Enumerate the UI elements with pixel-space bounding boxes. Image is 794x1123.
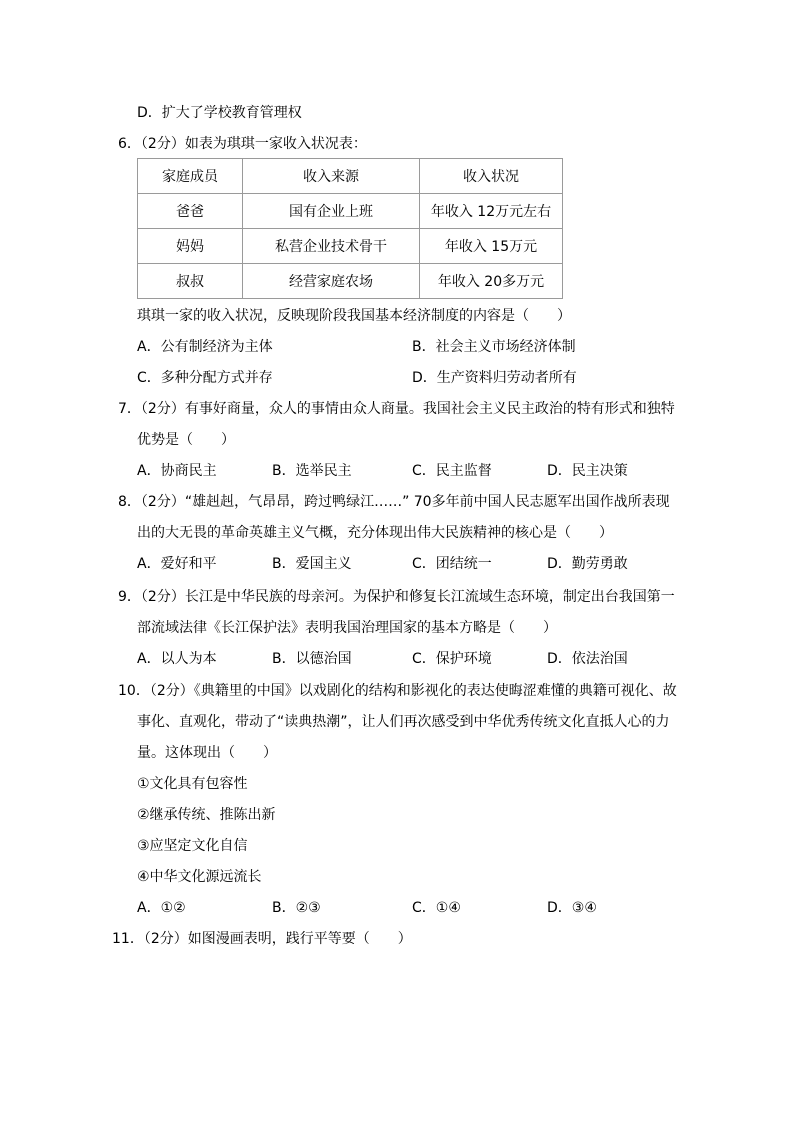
q10-statement-1: ①文化具有包容性	[137, 776, 248, 792]
q8-option-d: D．勤劳勇敢	[547, 556, 628, 572]
q5-option-d: D．扩大了学校教育管理权	[137, 105, 302, 121]
q10-stem-line1: 10．（2分）《典籍里的中国》以戏剧化的结构和影视化的表达使晦涩难懂的典籍可视化、故	[118, 683, 677, 699]
q6-option-d: D．生产资料归劳动者所有	[412, 370, 577, 386]
q8-option-b: B．爱国主义	[272, 556, 352, 572]
table-cell: 妈妈	[138, 229, 243, 264]
table-row	[138, 194, 563, 229]
q10-statement-3: ③应坚定文化自信	[137, 838, 248, 854]
table-header-cell: 收入来源	[243, 159, 420, 194]
q10-option-d: D．③④	[547, 900, 597, 916]
table-row	[138, 229, 563, 264]
q8-stem-line2: 出的大无畏的革命英雄主义气概，充分体现出伟大民族精神的核心是（ ）	[137, 525, 613, 541]
q7-stem-line2: 优势是（ ）	[137, 432, 235, 448]
table-cell: 私营企业技术骨干	[243, 229, 420, 264]
table-cell: 爸爸	[138, 194, 243, 229]
q7-option-d: D．民主决策	[547, 463, 628, 479]
q9-option-d: D．依法治国	[547, 651, 628, 667]
table-row	[138, 264, 563, 299]
q7-option-a: A．协商民主	[137, 463, 217, 479]
q7-stem-line1: 7．（2分）有事好商量，众人的事情由众人商量。我国社会主义民主政治的特有形式和独特	[118, 401, 675, 417]
q9-stem-line2: 部流域法律《长江保护法》表明我国治理国家的基本方略是（ ）	[137, 620, 557, 636]
q6-stem: 6．（2分）如表为琪琪一家收入状况表：	[118, 136, 367, 152]
q8-option-a: A．爱好和平	[137, 556, 217, 572]
table-cell: 年收入 12万元左右	[420, 194, 563, 229]
table-header-cell: 家庭成员	[138, 159, 243, 194]
q8-option-c: C．团结统一	[412, 556, 492, 572]
table-cell: 叔叔	[138, 264, 243, 299]
q6-option-a: A．公有制经济为主体	[137, 339, 273, 355]
q10-statement-4: ④中华文化源远流长	[137, 869, 262, 885]
q10-statement-2: ②继承传统、推陈出新	[137, 807, 276, 823]
q7-option-b: B．选举民主	[272, 463, 352, 479]
q6-question: 琪琪一家的收入状况，反映现阶段我国基本经济制度的内容是（ ）	[137, 308, 571, 324]
income-table	[137, 158, 563, 299]
table-header-row	[138, 159, 563, 194]
q11-stem: 11．（2分）如图漫画表明，践行平等要（ ）	[112, 931, 412, 947]
table-cell: 年收入 20多万元	[420, 264, 563, 299]
q6-option-c: C．多种分配方式并存	[137, 370, 273, 386]
q10-stem-line3: 量。这体现出（ ）	[137, 745, 277, 761]
q7-option-c: C．民主监督	[412, 463, 492, 479]
table-cell: 国有企业上班	[243, 194, 420, 229]
q9-option-a: A．以人为本	[137, 651, 217, 667]
q10-stem-line2: 事化、直观化，带动了“读典热潮”，让人们再次感受到中华优秀传统文化直抵人心的力	[137, 714, 670, 730]
q6-option-b: B．社会主义市场经济体制	[412, 339, 576, 355]
q10-option-c: C．①④	[412, 900, 461, 916]
q9-option-c: C．保护环境	[412, 651, 492, 667]
q10-option-b: B．②③	[272, 900, 321, 916]
table-cell: 年收入 15万元	[420, 229, 563, 264]
q9-option-b: B．以德治国	[272, 651, 352, 667]
q9-stem-line1: 9．（2分）长江是中华民族的母亲河。为保护和修复长江流域生态环境，制定出台我国第一	[118, 589, 675, 605]
q10-option-a: A．①②	[137, 900, 186, 916]
table-header-cell: 收入状况	[420, 159, 563, 194]
q8-stem-line1: 8．（2分）“雄赳赳，气昂昂，跨过鸭绿江……” 70多年前中国人民志愿军出国作战所表现	[118, 494, 670, 510]
table-cell: 经营家庭农场	[243, 264, 420, 299]
